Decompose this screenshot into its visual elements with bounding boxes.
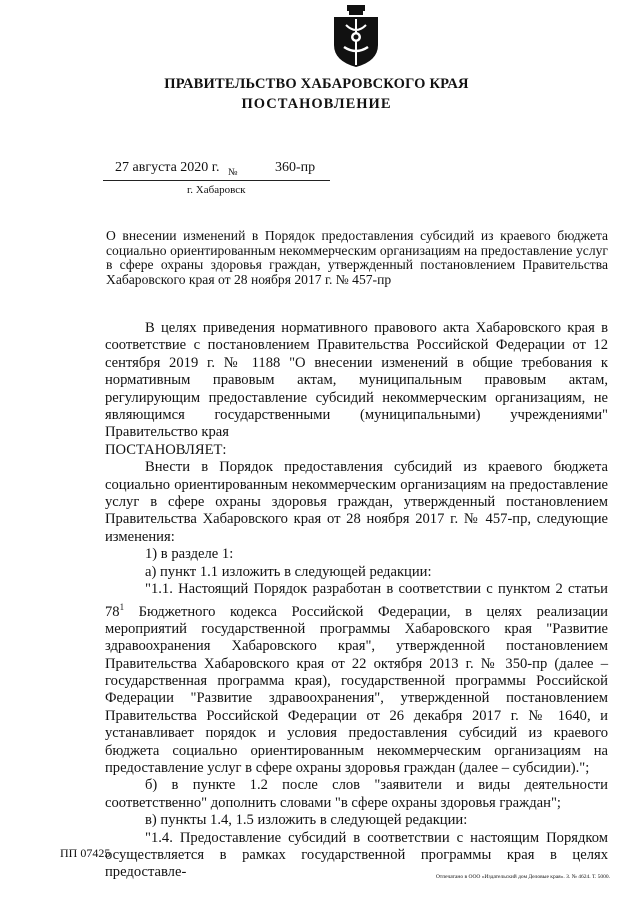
paragraph-resolves: ПОСТАНОВЛЯЕТ: xyxy=(105,441,227,458)
document-number: 360-пр xyxy=(275,160,316,175)
clause-1-1-text-start: "1.1. Настоящий Порядок разработан в соответствии с пунктом 2 статьи 78 xyxy=(105,581,608,620)
paragraph-item-b: б) в пункте 1.2 после слов "заявители и виды деятельности соответственно" дополнить словами "в сфере охраны здоровья граждан"; xyxy=(105,777,608,811)
paragraph-item-v: в) пункты 1.4, 1.5 изложить в следующей редакции: xyxy=(145,812,468,829)
footer-code: ПП 07425 xyxy=(60,846,111,860)
paragraph-clause-1-4: "1.4. Предоставление субсидий в соответствии с настоящим Порядком осуществляется в рамках государственной программы края в целях предоставле- xyxy=(105,829,608,881)
paragraph-clause-1-1 xyxy=(105,581,608,777)
org-name: ПРАВИТЕЛЬСТВО ХАБАРОВСКОГО КРАЯ xyxy=(164,76,469,92)
khabarovsk-coat-of-arms-icon xyxy=(330,5,382,69)
clause-1-1-text-end: Бюджетного кодекса Российской Федерации, в целях реализации мероприятий государственной программы Хабаровского края "Развитие здравоохранения Хабаровского края", утвержденной постановлением Правительства Хабаровского края от 22 октября 2013 г. № 350-пр (далее – государственная программа края), государственной программы Российской Федерации "Развитие здравоохранения", утвержденной постановлением Правительства Российской Федерации от 26 декабря 2017 г. № 1640, и устанавливает порядок и условия предоставления субсидий из краевого бюджета социально ориентированным некоммерческим организациям на предоставление услуг в сфере охраны здоровья граждан (далее – субсидии)."; xyxy=(105,603,608,777)
number-sign: № xyxy=(228,167,238,178)
document-type: ПОСТАНОВЛЕНИЕ xyxy=(241,96,392,112)
paragraph-preamble: В целях приведения нормативного правового акта Хабаровского края в соответствие с постановлением Правительства Российской Федерации от 12 сентября 2019 г. № 1188 "О внесении изменений в общие требования к нормативным правовым актам, муниципальным правовым актам, регулирующим предоставление субсидий некоммерческим организациям, не являющимся государственными (муниципальными) учреждениями" Правительство края xyxy=(105,320,608,441)
paragraph-item-1: 1) в разделе 1: xyxy=(145,546,234,563)
paragraph-item-a: а) пункт 1.1 изложить в следующей редакции: xyxy=(145,563,432,580)
document-city: г. Хабаровск xyxy=(187,184,246,196)
paragraph-amendment: Внести в Порядок предоставления субсидий из краевого бюджета социально ориентированным некоммерческим организациям на предоставление услуг в сфере охраны здоровья граждан, утвержденный постановлением Правительства Хабаровского края от 28 ноября 2017 г. № 457-пр, следующие изменения: xyxy=(105,459,608,545)
document-title: О внесении изменений в Порядок предоставления субсидий из краевого бюджета социально ориентированным некоммерческим организациям на предоставление услуг в сфере охраны здоровья граждан, утвержденный постановлением Правительства Хабаровского края от 28 ноября 2017 г. № 457-пр xyxy=(106,228,608,287)
document-body xyxy=(105,320,608,882)
article-superscript: 1 xyxy=(119,601,125,612)
date-number-underline xyxy=(103,180,330,181)
document-date: 27 августа 2020 г. xyxy=(115,160,220,175)
printed-by-note: Отпечатано в ООО «Издательский дом Деловые края». З. № 4624. Т. 5000. xyxy=(435,874,610,880)
